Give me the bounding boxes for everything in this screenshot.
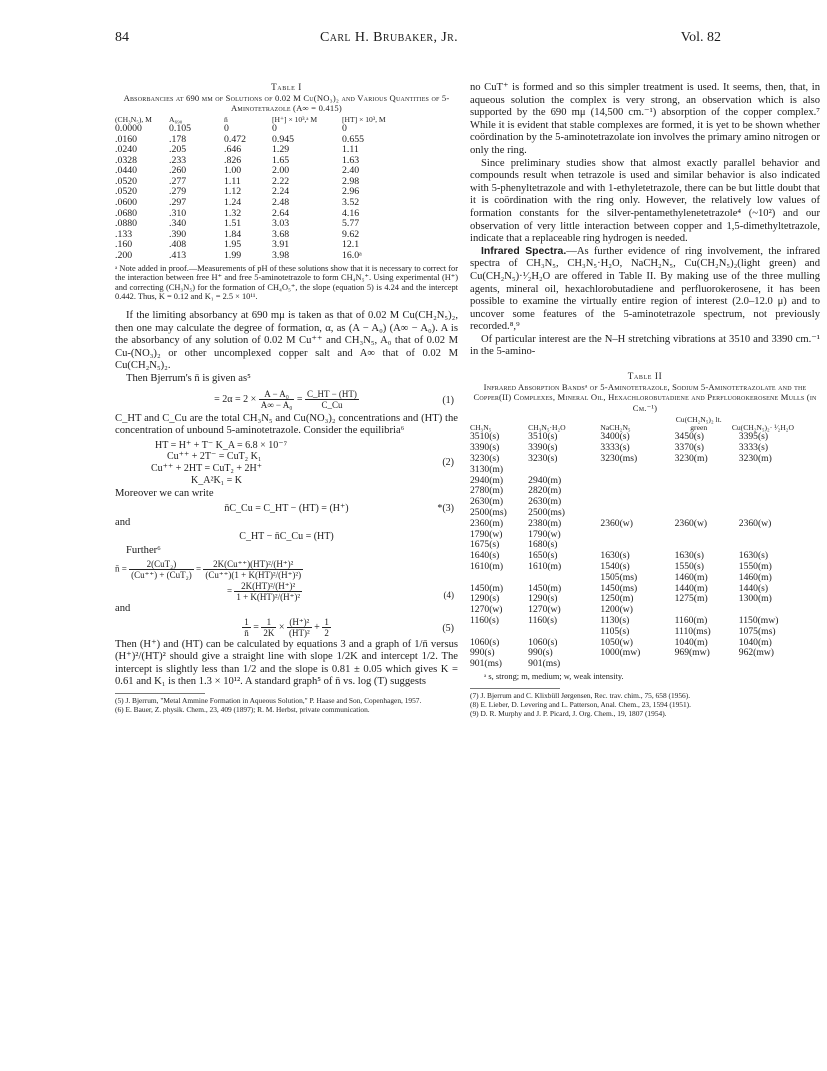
eq1-num: A − A₀ — [259, 389, 295, 400]
footnote-8: (8) E. Lieber, D. Levering and L. Patterson, Anal. Chem., 23, 1594 (1951). — [470, 699, 691, 709]
table2-cell: 1460(m) — [674, 571, 708, 583]
table2-row — [470, 497, 795, 508]
table1-cell: 16.0ᵃ — [342, 250, 362, 262]
eq5-equals: = — [253, 621, 259, 633]
eq4-n3: 2K(HT)²/(H⁺)² — [234, 581, 302, 592]
eq1-fraction-b — [305, 389, 359, 410]
table1-cell: 3.91 — [272, 239, 290, 251]
table1-cell: 9.62 — [342, 228, 360, 240]
left-paragraph-5: Further⁶ — [126, 545, 161, 557]
running-author: Carl H. Brubaker, Jr. — [320, 30, 459, 45]
table1-cell: 2.22 — [272, 175, 290, 187]
right-paragraph-3 — [470, 246, 820, 334]
eq5-fraction-b — [261, 617, 276, 638]
equation-3b: C_HT − n̄C_Cu = (HT) — [239, 531, 334, 543]
table2-header-cell: CH₃N₅ — [470, 423, 492, 433]
table1-row — [115, 219, 412, 230]
table1-header-cell: [HT] × 10³, M — [342, 114, 386, 124]
table1-cell: 0.0000 — [115, 122, 142, 134]
table1-cell: 1.29 — [272, 144, 290, 156]
table1-cell: 1.11 — [224, 175, 241, 187]
table2-cell: 1075(ms) — [738, 625, 776, 637]
table2-cell: 1275(m) — [674, 593, 708, 605]
footnote-rule — [115, 693, 205, 694]
eq4-fraction-b — [203, 559, 303, 580]
table2-cell: 1630(s) — [600, 550, 630, 562]
table1-header-row — [115, 116, 412, 124]
table2-cell — [731, 465, 795, 476]
eq4-number: (4) — [443, 589, 454, 600]
table1-cell: 2.64 — [272, 207, 290, 219]
table2-cell: 3230(m) — [738, 453, 772, 465]
table2-cell: 2500(ms) — [470, 507, 507, 519]
table2-cell: 1450(m) — [528, 582, 562, 594]
table2-cell: 1300(m) — [738, 593, 772, 605]
table2-cell: 1640(s) — [470, 550, 500, 562]
table2-row — [470, 519, 795, 530]
table1-cell: 1.84 — [224, 228, 242, 240]
footnote-6: (6) E. Bauer, Z. physik. Chem., 23, 409 (1897); R. M. Herbst, private communication. — [115, 704, 370, 714]
table2-cell: 1105(s) — [600, 625, 630, 637]
footnote-7: (7) J. Bjerrum and C. Klixbüll Jørgensen, Rec. trav. chim., 75, 658 (1956). — [470, 690, 691, 700]
equation-2 — [115, 440, 458, 486]
table2-cell — [600, 486, 666, 497]
table1-cell: 1.95 — [224, 239, 242, 251]
eq2-line-a: HT = H⁺ + T⁻ K_A = 6.8 × 10⁻⁷ — [155, 439, 288, 451]
table2-cell: 2360(w) — [738, 517, 772, 529]
table1-cell: 1.24 — [224, 197, 242, 209]
equation-3 — [115, 503, 458, 515]
table2-cell — [667, 659, 731, 670]
eq4-lhs: n̄ = — [115, 563, 127, 574]
table2-cell: 3230(ms) — [600, 453, 638, 465]
eq4-equals-b: = — [227, 585, 233, 596]
table2-row — [470, 486, 795, 497]
table1-cell: 3.03 — [272, 218, 290, 230]
left-paragraph-2: Then Bjerrum's n̄ is given as⁵ — [126, 372, 251, 384]
table2-cell — [528, 627, 600, 638]
table2-cell: 3400(s) — [600, 431, 630, 443]
table1-cell: 2.40 — [342, 165, 360, 177]
table1-cell: 2.48 — [272, 197, 290, 209]
table2-cell: 3333(s) — [738, 442, 769, 454]
table2-cell: 1000(mw) — [600, 647, 641, 659]
table2-cell: 3510(s) — [470, 431, 500, 443]
table1-cell: 0 — [272, 122, 277, 134]
table1-row — [115, 124, 412, 135]
table1-cell: .0160 — [115, 133, 138, 145]
eq5-fraction-a — [242, 617, 251, 638]
eq4-n2: 2K(Cu⁺⁺)(HT)²/(H⁺)² — [203, 559, 303, 570]
table2-cell: 1550(s) — [674, 561, 704, 573]
table2-cell — [600, 476, 666, 487]
table1-cell: .233 — [169, 154, 187, 166]
eq5-n1: 1 — [244, 616, 249, 627]
table1-cell: .340 — [169, 218, 187, 230]
table2-cell: 3370(s) — [674, 442, 704, 454]
table2-cell: 3230(s) — [470, 453, 500, 465]
table1-cell: .260 — [169, 165, 187, 177]
eq1-fraction-a — [259, 389, 295, 410]
table1-cell: 1.00 — [224, 165, 242, 177]
eq5-fraction-d — [322, 617, 331, 638]
table1-cell: 1.32 — [224, 207, 242, 219]
left-column — [115, 82, 458, 714]
table1-caption-block — [115, 82, 458, 114]
eq1-equals: = — [296, 393, 303, 405]
table1-cell: 0.472 — [224, 133, 247, 145]
table2-cell — [667, 530, 731, 541]
table2-cell — [470, 573, 528, 584]
table1-cell: 1.65 — [272, 154, 290, 166]
table2-cell — [731, 497, 795, 508]
table1-caption: Absorbancies at 690 mμ of Solutions of 0.02 M Cu(NO₃)₂ and Various Quantities of 5-Aminotetrazole (A∞ = 0.415) — [123, 92, 450, 113]
left-paragraph-6: Then (H⁺) and (HT) can be calculated by equations 3 and a graph of 1/n̄ versus (H⁺)²/(HT)² should give a straight line with slope 1/2K and intercept 1/2. The intercept is slightly less than 1/2 and the slope is 0.81 ± 0.05 which gives K = 0.61 and K₁ is then 1.3 × 10¹². A standard graph⁵ of n̄ vs. log (T) suggests — [115, 638, 458, 688]
table2-cell: 3450(s) — [674, 431, 704, 443]
table1-cell: .133 — [115, 228, 133, 240]
table2-row — [470, 648, 795, 659]
eq4-d1: (Cu⁺⁺) + (CuT₂) — [131, 569, 192, 580]
right-paragraph-1: no CuT⁺ is formed and so this simpler treatment is used. It seems, then, that, in aqueous solution the complex is very strong, an observation which is also supported by the 690 mμ (14,500 cm.⁻¹) absorption of the copper complex.⁷ While it is evident that stable complexes are formed, it is yet to be shown whether coördination by the 5-aminotetrazolate ion involves the primary amino nitrogen or only the ring. — [470, 82, 820, 156]
table2-cell: 1440(m) — [674, 582, 708, 594]
table1-cell: 1.99 — [224, 250, 242, 262]
table2-cell — [731, 659, 795, 670]
table2-cell — [731, 486, 795, 497]
eq1-den2: C_Cu — [321, 399, 343, 410]
table2-row — [470, 465, 795, 476]
table2-cell: 3510(s) — [528, 431, 558, 443]
table2-header-cell: Cu(CH₂N₅)₂· ¹⁄₂H₂O — [731, 423, 794, 433]
right-paragraph-2: Since preliminary studies show that almost exactly parallel behavior and compounds result when tetrazole is used and similar behavior is also indicated with 5-phenyltetrazole and with 1-ethyletetrazole, there can be but little doubt that it is coördination with the ring only. However, the relatively low values of formation constants for the silver-pentamethylenetetrazole⁴ (~10²) and our observation of very little interaction between copper and 1,5-dimethyltetrazole, indicate that a replaceable ring hydrogen is needed. — [470, 157, 820, 245]
table2-cell: 1160(m) — [674, 615, 708, 627]
table1-cell: 1.63 — [342, 154, 360, 166]
table1-cell: .310 — [169, 207, 187, 219]
table1-row — [115, 240, 412, 251]
table2-row — [470, 659, 795, 670]
table1-cell: .0328 — [115, 154, 138, 166]
table1-cell: .413 — [169, 250, 187, 262]
table1-row — [115, 156, 412, 167]
table2-cell: 1040(m) — [738, 636, 772, 648]
left-and-1: and — [115, 516, 131, 528]
table2-header-cell: CH₃N₅·H₂O — [528, 423, 566, 433]
table2-cell — [667, 486, 731, 497]
table2-cell: 1150(mw) — [738, 615, 779, 627]
eq5-d1: n̄ — [244, 627, 249, 638]
table1-cell: 3.98 — [272, 250, 290, 262]
table2-cell: 2820(m) — [528, 485, 562, 497]
equation-1 — [115, 389, 458, 410]
table1-header-cell: [H⁺] × 10³,ᵃ M — [272, 114, 318, 124]
table2-cell — [528, 573, 600, 584]
table2-cell: 2940(m) — [528, 474, 562, 486]
table2-caption: Infrared Absorption Bandsᵃ of 5-Aminotetrazole, Sodium 5-Aminotetrazolate and the Copper(II) Complexes, Mineral Oil, Hexachlorobutadiene and Perfluorokerosene Mulls (in Cm.⁻¹) — [473, 381, 817, 413]
eq4-d2: (Cu⁺⁺)(1 + K(HT)²/(H⁺)²) — [205, 569, 302, 580]
table2-cell — [600, 465, 666, 476]
table2-cell: 1450(ms) — [600, 582, 638, 594]
table1-cell: 2.24 — [272, 186, 290, 198]
table2-title: Table II — [627, 371, 663, 382]
eq5-d4: 2 — [324, 627, 329, 638]
table2-cell: 1110(ms) — [674, 625, 711, 637]
table1-note: ᵃ Note added in proof.—Measurements of pH of these solutions show that it is necessary to correct for the interaction between free H⁺ and free 5-aminotetrazole to form CH₄N₅⁺. Using experimental (H⁺) and correcting (CH₃N₅) for the formation of CH₄O₅⁺, the slope (equation 5) is 4.24 and the intercept 0.442. Thus, K = 0.12 and K₁ = 2.5 × 10¹¹. — [115, 263, 458, 302]
left-paragraph-1: If the limiting absorbancy at 690 mμ is taken as that of 0.02 M Cu(CH₂N₅)₂, then one may calculate the degree of formation, α, as (A − A₀) (A∞ − A₀). A is the absorbancy of any solution of 0.02 M Cu⁺⁺ and CH₃N₅, A₀ that of 0.02 M Cu-(NO₃)₂ or other uncomplexed copper salt and A∞ that of 0.02 M Cu(CH₂N₅)₂. — [115, 310, 458, 372]
table1-cell: 0 — [224, 122, 229, 134]
table2-cell: 969(mw) — [674, 647, 710, 659]
table2-cell: 1550(m) — [738, 561, 772, 573]
table2-cell — [667, 497, 731, 508]
table2-cell: 2780(m) — [470, 485, 504, 497]
volume-label: Vol. 82 — [680, 30, 721, 45]
table2-cell: 1790(w) — [470, 528, 503, 540]
table2-cell: 1630(s) — [738, 550, 769, 562]
table1-row — [115, 187, 412, 198]
table2-row — [470, 476, 795, 487]
table1-cell: .0680 — [115, 207, 138, 219]
right-paragraph-4: Of particular interest are the N–H stretching vibrations at 3510 and 3390 cm.⁻¹ in the 5-amino- — [470, 333, 820, 358]
eq3-body: n̄C_Cu = C_HT − (HT) = (H⁺) — [224, 502, 349, 514]
table1-cell: .826 — [224, 154, 242, 166]
table1-cell: 2.00 — [272, 165, 290, 177]
table2-cell: 1675(s) — [470, 539, 500, 551]
table2-cell: 1610(m) — [528, 561, 562, 573]
eq5-n2: 1 — [261, 617, 276, 628]
table2-caption-block — [470, 371, 820, 413]
table1-cell: 2.96 — [342, 186, 360, 198]
table2-cell: 2500(ms) — [528, 507, 565, 519]
table2-row — [470, 627, 795, 638]
table2 — [470, 416, 795, 670]
eq5-d2: 2K — [263, 627, 275, 638]
eq5-n3: (H⁺)² — [287, 617, 312, 628]
table2-cell: 1505(ms) — [600, 571, 638, 583]
eq4-d3: 1 + K(HT)²/(H⁺)² — [236, 591, 301, 602]
table2-cell: 990(s) — [470, 647, 495, 659]
table2-cell: 1050(w) — [600, 636, 633, 648]
table2-cell — [667, 476, 731, 487]
table2-cell: 1450(m) — [470, 582, 504, 594]
table2-cell — [667, 465, 731, 476]
eq5-times: × — [278, 621, 285, 633]
table1-cell: .0520 — [115, 175, 138, 187]
table2-cell: 1130(s) — [600, 615, 630, 627]
table1-cell: .279 — [169, 186, 187, 198]
table1-row — [115, 177, 412, 188]
table1-cell: .205 — [169, 144, 187, 156]
table2-cell — [600, 659, 666, 670]
table1-cell: .0440 — [115, 165, 138, 177]
right-paragraph-3-body: —As further evidence of ring involvement, the infrared spectra of CH₃N₅, CH₃N₅·H₂O, NaCH₂N₅, Cu(CH₂N₅)₂(light green) and Cu(CH₂N₅)·¹⁄₂H₂O are offered in Table II. By making use of the three mulling agents, mineral oil, hexachlorobutadiene and perfluorokerosene, it has been possible to examine the virtually entire region of interest (2.0–12.0 μ) and to uncover some features of the 5-aminotetrazole spectrum, not previously recorded.⁸,⁹ — [470, 245, 820, 333]
table2-cell: 1270(w) — [528, 604, 561, 616]
eq2-number: (2) — [442, 456, 454, 468]
footnote-rule-right — [470, 688, 560, 689]
table1-cell: 12.1 — [342, 239, 360, 251]
table2-cell: 3395(s) — [738, 431, 769, 443]
table2-cell: 3230(s) — [528, 453, 558, 465]
eq4-equals-a: = — [196, 563, 202, 574]
eq4-fraction-a — [129, 559, 194, 580]
table1-cell: .0520 — [115, 186, 138, 198]
table1-row — [115, 145, 412, 156]
table2-cell: 990(s) — [528, 647, 553, 659]
left-paragraph-3: C_HT and C_Cu are the total CH₃N₅ and Cu(NO₃)₂ concentrations and (HT) the concentration of unbound 5-aminotetrazole. Consider the equilibria⁶ — [115, 412, 458, 437]
table1-cell: .160 — [115, 239, 133, 251]
table1-row — [115, 135, 412, 146]
table1-cell: .178 — [169, 133, 187, 145]
table2-header-cell: NaCH₂N₅ — [600, 423, 631, 433]
eq2-line-d: K_A²K₁ = K — [191, 474, 243, 486]
table2-cell: 1630(s) — [674, 550, 704, 562]
table2-cell: 1790(w) — [528, 528, 561, 540]
table1-cell: .646 — [224, 144, 242, 156]
table2-cell: 1060(s) — [470, 636, 500, 648]
table1-cell: 0.945 — [272, 133, 295, 145]
table2-cell: 1460(m) — [738, 571, 772, 583]
table1-cell: .390 — [169, 228, 187, 240]
table2-cell: 3230(m) — [674, 453, 708, 465]
eq2-line-b: Cu⁺⁺ + 2T⁻ = CuT₂ K₁ — [167, 451, 262, 463]
eq1-lhs: = 2α = 2 × — [214, 393, 257, 405]
table2-cell: 1250(m) — [600, 593, 634, 605]
footnote-5: (5) J. Bjerrum, "Metal Ammine Formation in Aqueous Solution," P. Haase and Son, Copenhagen, 1957. — [115, 695, 422, 705]
table2-cell: 1040(m) — [674, 636, 708, 648]
eq4-n1: 2(CuT₂) — [129, 559, 194, 570]
table2-header-row — [470, 416, 795, 432]
left-and-2: and — [115, 602, 131, 614]
section-heading-infrared: Infrared Spectra. — [481, 245, 567, 257]
table1-row — [115, 230, 412, 241]
table2-cell: 1680(s) — [528, 539, 558, 551]
table2-cell: 962(mw) — [738, 647, 774, 659]
table2-cell: 1540(s) — [600, 561, 630, 573]
table2-cell: 1440(s) — [738, 582, 769, 594]
table1-cell: 2.98 — [342, 175, 360, 187]
table2-cell: 2380(m) — [528, 517, 562, 529]
table2-cell — [731, 530, 795, 541]
table2-row — [470, 573, 795, 584]
eq5-d3: (HT)² — [288, 627, 310, 638]
table1-cell: 4.16 — [342, 207, 360, 219]
eq5-plus: + — [314, 621, 320, 633]
table2-row — [470, 530, 795, 541]
table2-note: ᵃ s, strong; m, medium; w, weak intensity. — [484, 672, 624, 681]
table2-cell: 1270(w) — [470, 604, 503, 616]
eq2-line-c: Cu⁺⁺ + 2HT = CuT₂ + 2H⁺ — [151, 462, 263, 474]
right-column — [470, 82, 820, 718]
table2-cell: 1160(s) — [470, 615, 499, 627]
table2-cell: 3390(s) — [528, 442, 558, 454]
table1-row — [115, 166, 412, 177]
page-number: 84 — [115, 30, 129, 45]
table1-cell: .297 — [169, 197, 187, 209]
eq1-num2: C_HT − (HT) — [307, 388, 357, 399]
table2-cell: 901(ms) — [528, 658, 561, 670]
table2-cell: 1290(s) — [470, 593, 500, 605]
table1-row — [115, 198, 412, 209]
table1-cell: 3.68 — [272, 228, 290, 240]
table1-title: Table I — [271, 82, 302, 92]
table1-cell: 3.52 — [342, 197, 360, 209]
table2-cell — [600, 530, 666, 541]
table2-cell: 1650(s) — [528, 550, 558, 562]
table1-header-cell: (CH₃N₅), M — [115, 114, 152, 124]
table1-cell: 0 — [342, 122, 347, 134]
table1-header-cell: n̄ — [224, 114, 228, 124]
table2-cell: 1610(m) — [470, 561, 504, 573]
table2-cell: 3390(s) — [470, 442, 500, 454]
table1-row — [115, 209, 412, 220]
table2-cell: 2360(w) — [674, 517, 708, 529]
eq3-number: *(3) — [437, 502, 454, 514]
table1-cell: .0600 — [115, 197, 138, 209]
table2-cell: 1290(s) — [528, 593, 558, 605]
table2-cell — [600, 497, 666, 508]
table2-cell: 901(ms) — [470, 658, 502, 670]
table2-cell: 2360(m) — [470, 517, 504, 529]
equation-4 — [115, 559, 458, 602]
eq5-fraction-c — [287, 617, 312, 638]
table2-cell: 2630(m) — [528, 496, 562, 508]
eq4-fraction-c — [234, 581, 302, 602]
eq5-n4: 1 — [324, 616, 329, 627]
equation-5 — [115, 617, 458, 638]
table1-cell: .0240 — [115, 144, 138, 156]
table2-header-cell: Cu(CH₂N₅)₂ lt. green — [675, 415, 722, 433]
table1-cell: .408 — [169, 239, 187, 251]
table1-header-cell: A₆₉₀ — [169, 114, 183, 124]
table1-cell: 5.77 — [342, 218, 360, 230]
table2-cell: 3130(m) — [470, 463, 504, 475]
eq1-den: A∞ − A₀ — [260, 399, 293, 410]
table2-cell — [731, 476, 795, 487]
table1-cell: 1.11 — [342, 144, 359, 156]
table2-cell: 1060(s) — [528, 636, 558, 648]
table1 — [115, 116, 412, 262]
table2-cell: 1200(w) — [600, 604, 633, 616]
table2-cell — [470, 627, 528, 638]
table1-cell: 1.12 — [224, 186, 242, 198]
table1-row — [115, 251, 412, 262]
table2-cell: 2630(m) — [470, 496, 504, 508]
left-paragraph-4: Moreover we can write — [115, 488, 214, 500]
eq5-number: (5) — [442, 622, 454, 634]
table1-cell: 0.105 — [169, 122, 192, 134]
eq1-number: (1) — [442, 394, 454, 406]
table2-cell: 3333(s) — [600, 442, 630, 454]
table1-cell: .0880 — [115, 218, 138, 230]
table2-cell: 2940(m) — [470, 474, 504, 486]
table2-row — [470, 454, 795, 465]
table1-cell: .277 — [169, 175, 187, 187]
table1-cell: 0.655 — [342, 133, 365, 145]
table2-cell: 2360(w) — [600, 517, 633, 529]
table2-cell: 1160(s) — [528, 615, 558, 627]
table1-cell: 1.51 — [224, 218, 242, 230]
table1-cell: .200 — [115, 250, 133, 262]
footnote-9: (9) D. R. Murphy and J. P. Picard, J. Org. Chem., 19, 1807 (1954). — [470, 708, 667, 718]
